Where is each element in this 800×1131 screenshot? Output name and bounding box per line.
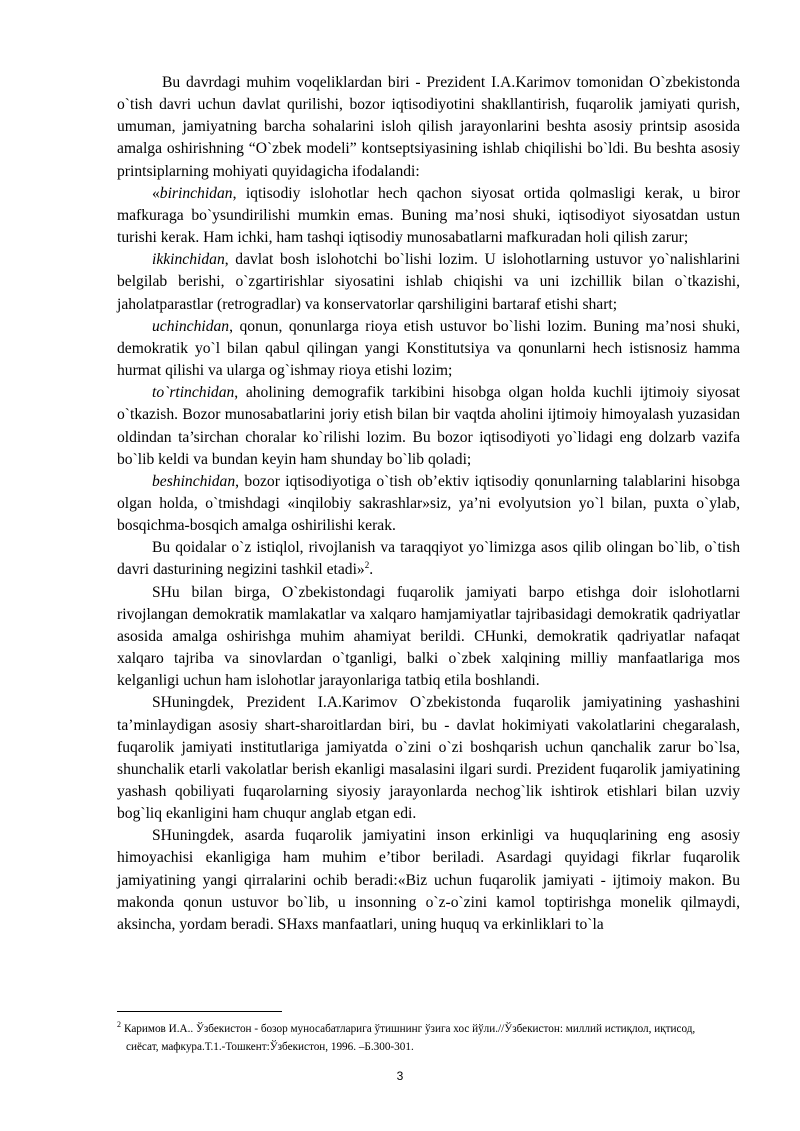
- principle-1-text: , iqtisodiy islohotlar hech qachon siyosat ortida qolmasligi kerak, u biror mafkuraga bo`ysundirilishi mumkin emas. Buning ma’nosi shuki, iqtisodiyot siyosatdan ustun turishi kerak. Ham ichki, ham tashqi iqtisodiy munosabatlarni mafkuradan holi qilish zarur;: [117, 184, 740, 247]
- footnote: [117, 1020, 742, 1056]
- paragraph-principle-3: [117, 316, 740, 382]
- principle-4-text: , aholining demografik tarkibini hisobga olgan holda kuchli ijtimoiy siyosat o`tkazish. Bozor munosabatlarini joriy etish bilan bir vaqtda aholini ijtimoiy himoyalash yuzasidan oldindan ta’sirchan choralar ko`rilishi lozim. Bu bozor iqtisodiyoti yo`lidagi eng dolzarb vazifa bo`lib keldi va bundan keyin ham shunday bo`lib qoladi;: [117, 384, 740, 468]
- principle-1-ordinal: birinchidan: [159, 184, 233, 202]
- open-quote: «: [152, 184, 160, 202]
- principle-5-text: , bozor iqtisodiyotiga o`tish ob’ektiv iqtisodiy qonunlarning talablarini hisobga olgan holda, o`tmishdagi «inqilobiy sakrashlar»siz, ya’ni evolyutsion yo`l bilan, puxta o`ylab, bosqichma-bosqich amalga oshirilishi kerak.: [117, 472, 740, 535]
- paragraph-principle-2: [117, 249, 740, 315]
- paragraph-intro: Bu davrdagi muhim voqeliklardan biri - Prezident I.A.Karimov tomonidan O`zbekistonda o`tish davri uchun davlat qurilishi, bozor iqtisodiyotini shakllantirish, fuqarolik jamiyati qurish, umuman, jamiyatning barcha sohalarini isloh qilish jarayonlarini beshta asosiy printsip asosida amalga oshirishning “O`zbek modeli” kontseptsiyasining ishlab chiqilishi bo`ldi. Bu beshta asosiy printsiplarning mohiyati quyidagicha ifodalandi:: [117, 74, 740, 180]
- principle-4-ordinal: to`rtinchidan: [152, 384, 235, 402]
- footnote-separator: [117, 1011, 282, 1012]
- conclusion-text: Bu qoidalar o`z istiqlol, rivojlanish va taraqqiyot yo`limizga asos qilib olingan bo`lib, o`tish davri dasturining negizini tashkil etadi»: [117, 539, 740, 579]
- footnote-reference[interactable]: 2: [364, 560, 370, 571]
- paragraph-conclusion-quote: [117, 537, 740, 581]
- paragraph-civil-society: SHuningdek, asarda fuqarolik jamiyatini inson erkinligi va huquqlarining eng asosiy himoyachisi ekanligiga ham muhim e’tibor beriladi. Asardagi quyidagi fikrlar fuqarolik jamiyatining yangi qirralarini ochib beradi:«Biz uchun fuqarolik jamiyati - ijtimoiy makon. Bu makonda qonun ustuvor bo`lib, u insonning o`z-o`zini kamol toptirishga monelik qilmaydi, aksincha, yordam beradi. SHaxs manfaatlari, uning huquq va erkinliklari to`la: [117, 827, 740, 933]
- paragraph-principle-5: [117, 471, 740, 537]
- conclusion-period: .: [369, 561, 374, 579]
- principle-2-ordinal: ikkinchidan: [152, 251, 225, 269]
- footnote-line-2: сиёсат, мафкура.Т.1.-Тошкент:Ўзбекистон, 1996. –Б.300-301.: [126, 1041, 414, 1053]
- paragraph-principle-1: [117, 183, 740, 249]
- principle-2-text: , davlat bosh islohotchi bo`lishi lozim. U islohotlarning ustuvor yo`nalishlarini belgilab berishi, o`zgartirishlar siyosatini ishlab chiqishi va uni izchillik bilan o`tkazishi, jaholatparastlar (retrogradlar) va konservatorlar qarshiligini bartaraf etishi shart;: [117, 251, 740, 313]
- paragraph-principle-4: [117, 382, 740, 471]
- principle-3-ordinal: uchinchidan: [152, 317, 230, 335]
- principle-5-ordinal: beshinchidan: [152, 472, 236, 490]
- footnote-line-1: Каримов И.А.. Ўзбекистон - бозор муносабатларига ўтишнинг ўзига хос йўли.//Ўзбекистон: миллий истиқлол, иқтисод,: [124, 1023, 696, 1035]
- principle-3-text: , qonun, qonunlarga rioya etish ustuvor bo`lishi lozim. Buning ma’nosi shuki, demokratik yo`l bilan qabul qilingan yangi Konstitutsiya va qonunlarni hech istisnosiz hamma hurmat qilishi va ularga og`ishmay rioya etishi lozim;: [117, 317, 740, 380]
- paragraph-democratic-values: SHu bilan birga, O`zbekistondagi fuqarolik jamiyati barpo etishga doir islohotlarni rivojlangan demokratik mamlakatlar va xalqaro hamjamiyatlar tajribasidagi demokratik qadriyatlar asosida amalga oshirishga muhim ahamiyat berildi. CHunki, demokratik qadriyatlar nafaqat xalqaro tajriba va sinovlardan o`tganligi, balki o`zbek xalqining milliy manfaatlariga mos kelganligi uchun ham islohotlar jarayonlariga tatbiq etila boshlandi.: [117, 583, 740, 690]
- body-text: [117, 72, 740, 936]
- paragraph-state-powers: SHuningdek, Prezident I.A.Karimov O`zbekistonda fuqarolik jamiyatining yashashini ta’minlaydigan asosiy shart-sharoitlardan biri, bu - davlat hokimiyati vakolatlarini chegaralash, fuqarolik jamiyati institutlariga jamiyatda o`zini o`zi boshqarish uchun qanchalik zarur bo`lsa, shunchalik etarli vakolatlar berish ekanligi masalasini ilgari surdi. Prezident fuqarolik jamiyatining yashash qobiliyati fuqarolarning siyosiy jarayonlarda nechog`lik ishtirok etishlari bilan uzviy bog`liq ekanligini ham chuqur anglab etgan edi.: [117, 694, 740, 823]
- footnote-mark: 2: [117, 1020, 121, 1030]
- page-number: 3: [396, 1069, 404, 1083]
